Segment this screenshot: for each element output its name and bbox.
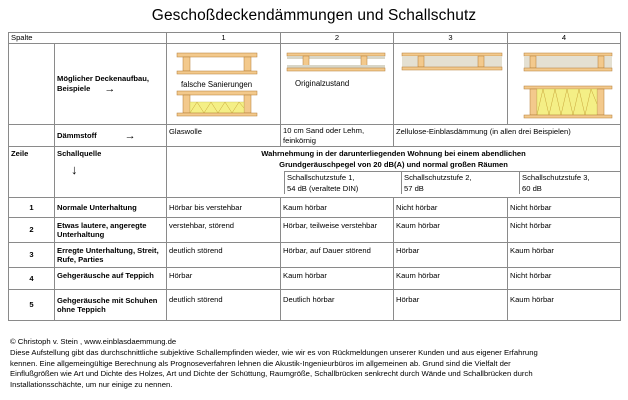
protection-level-3: Schallschutzstufe 3, 60 dB (520, 172, 621, 195)
row-number: 2 (9, 218, 55, 243)
protection-levels (167, 171, 620, 194)
column-number: 4 (508, 33, 621, 44)
perception-cell: Hörbar, teilweise verstehbar (281, 218, 394, 243)
insulation-material-label: Dämmstoff → (55, 125, 167, 147)
empty-cell (9, 125, 55, 147)
copyright-link[interactable]: © Christoph v. Stein , www.einblasdaemmung.de (10, 337, 177, 346)
perception-cell: Nicht hörbar (508, 268, 621, 290)
sound-source: Normale Unterhaltung (55, 198, 167, 218)
protection-level-2: Schallschutzstufe 2, 57 dB (402, 172, 520, 195)
perception-header (167, 147, 621, 198)
perception-cell: Nicht hörbar (394, 198, 508, 218)
perception-cell: Hörbar (167, 268, 281, 290)
perception-cell: deutlich störend (167, 243, 281, 268)
footer-text: Diese Aufstellung gibt das durchschnittliche subjektive Schallempfinden wieder, wie wir es von Rückmeldungen unserer Kunden und aus eigener Erfahrung (10, 347, 538, 357)
perception-cell: Hörbar bis verstehbar (167, 198, 281, 218)
perception-cell: Hörbar, auf Dauer störend (281, 243, 394, 268)
arrow-right-icon: → (104, 82, 116, 95)
perception-cell: Kaum hörbar (508, 243, 621, 268)
perception-cell: Hörbar (394, 243, 508, 268)
arrow-down-icon: ↓ (71, 161, 78, 177)
page-title: Geschoßdeckendämmungen und Schallschutz (151, 7, 477, 24)
row-number: 4 (9, 268, 55, 290)
ceiling-illustration-cellulose-variants (510, 44, 621, 122)
sound-source: Gehgeräusche mit Schuhen ohne Teppich (55, 290, 167, 321)
ceiling-construction-row (9, 43, 621, 125)
illustration-col2 (281, 43, 394, 125)
zeile-label: Zeile (9, 147, 55, 198)
comparison-table (8, 32, 621, 321)
column-number: 1 (167, 33, 281, 44)
perception-cell: Nicht hörbar (508, 198, 621, 218)
row-number: 5 (9, 290, 55, 321)
empty-cell (9, 43, 55, 125)
perception-cell: Kaum hörbar (281, 198, 394, 218)
perception-cell: Kaum hörbar (508, 290, 621, 321)
spalte-label: Spalte (9, 33, 167, 44)
illustration-col1 (167, 43, 281, 125)
protection-level-1: Schallschutzstufe 1, 54 dB (veraltete DIN) (285, 172, 402, 195)
perception-cell: verstehbar, störend (167, 218, 281, 243)
footer-notes (10, 337, 622, 391)
footer-text: Installationsschächte, um nur einige zu nennen. (10, 380, 173, 390)
perception-cell: Kaum hörbar (394, 218, 508, 243)
insulation-col34: Zellulose-Einblasdämmung (in allen drei Beispielen) (394, 125, 621, 147)
column-number: 3 (394, 33, 508, 44)
column-header-row (9, 33, 621, 44)
footer-text: kennen. Eine allgemeingültige Berechnung als Prognoseverfahren lehnen die Akustik-Ingenieurbüros im allgemeinen ab. Grund sind die Vielfalt der (10, 358, 511, 368)
sound-header-row (9, 147, 621, 198)
table-row (9, 198, 621, 218)
insulation-col1: Glaswolle (167, 125, 281, 147)
perception-cell: Nicht hörbar (508, 218, 621, 243)
column-number: 2 (281, 33, 394, 44)
sound-source: Gehgeräusche auf Teppich (55, 268, 167, 290)
table-row (9, 243, 621, 268)
table-row (9, 268, 621, 290)
illustration-col3 (394, 43, 508, 125)
row-number: 3 (9, 243, 55, 268)
illustration-col4 (508, 43, 621, 125)
sound-source: Erregte Unterhaltung, Streit, Rufe, Parties (55, 243, 167, 268)
perception-subtitle: Grundgeräuschpegel von 20 dB(A) und normal großen Räumen (279, 159, 508, 169)
footer-text: Einflußgrößen wie Art und Dichte des Holzes, Art und Dichte der Schüttung, Raumgröße, Schallbrücken senkrecht durch Wände und Schallbrücken durch (10, 369, 533, 379)
sound-source: Etwas lautere, angeregte Unterhaltung (55, 218, 167, 243)
illustration-caption: falsche Sanierungen (181, 79, 253, 89)
row-number: 1 (9, 198, 55, 218)
table-row (9, 218, 621, 243)
perception-cell: Kaum hörbar (394, 268, 508, 290)
table-row (9, 290, 621, 321)
perception-cell: Kaum hörbar (281, 268, 394, 290)
ceiling-illustration-cellulose (396, 44, 508, 122)
insulation-col2: 10 cm Sand oder Lehm, feinkörnig (281, 125, 394, 147)
ceiling-construction-label: Möglicher Deckenaufbau, Beispiele → (55, 43, 167, 125)
perception-cell: deutlich störend (167, 290, 281, 321)
perception-cell: Hörbar (394, 290, 508, 321)
arrow-right-icon: → (124, 129, 136, 142)
insulation-material-row (9, 125, 621, 147)
sound-source-label: Schallquelle ↓ (55, 147, 167, 198)
perception-title: Wahrnehmung in der darunterliegenden Wohnung bei einem abendlichen (261, 149, 526, 159)
perception-cell: Deutlich hörbar (281, 290, 394, 321)
illustration-caption: Originalzustand (295, 78, 350, 88)
